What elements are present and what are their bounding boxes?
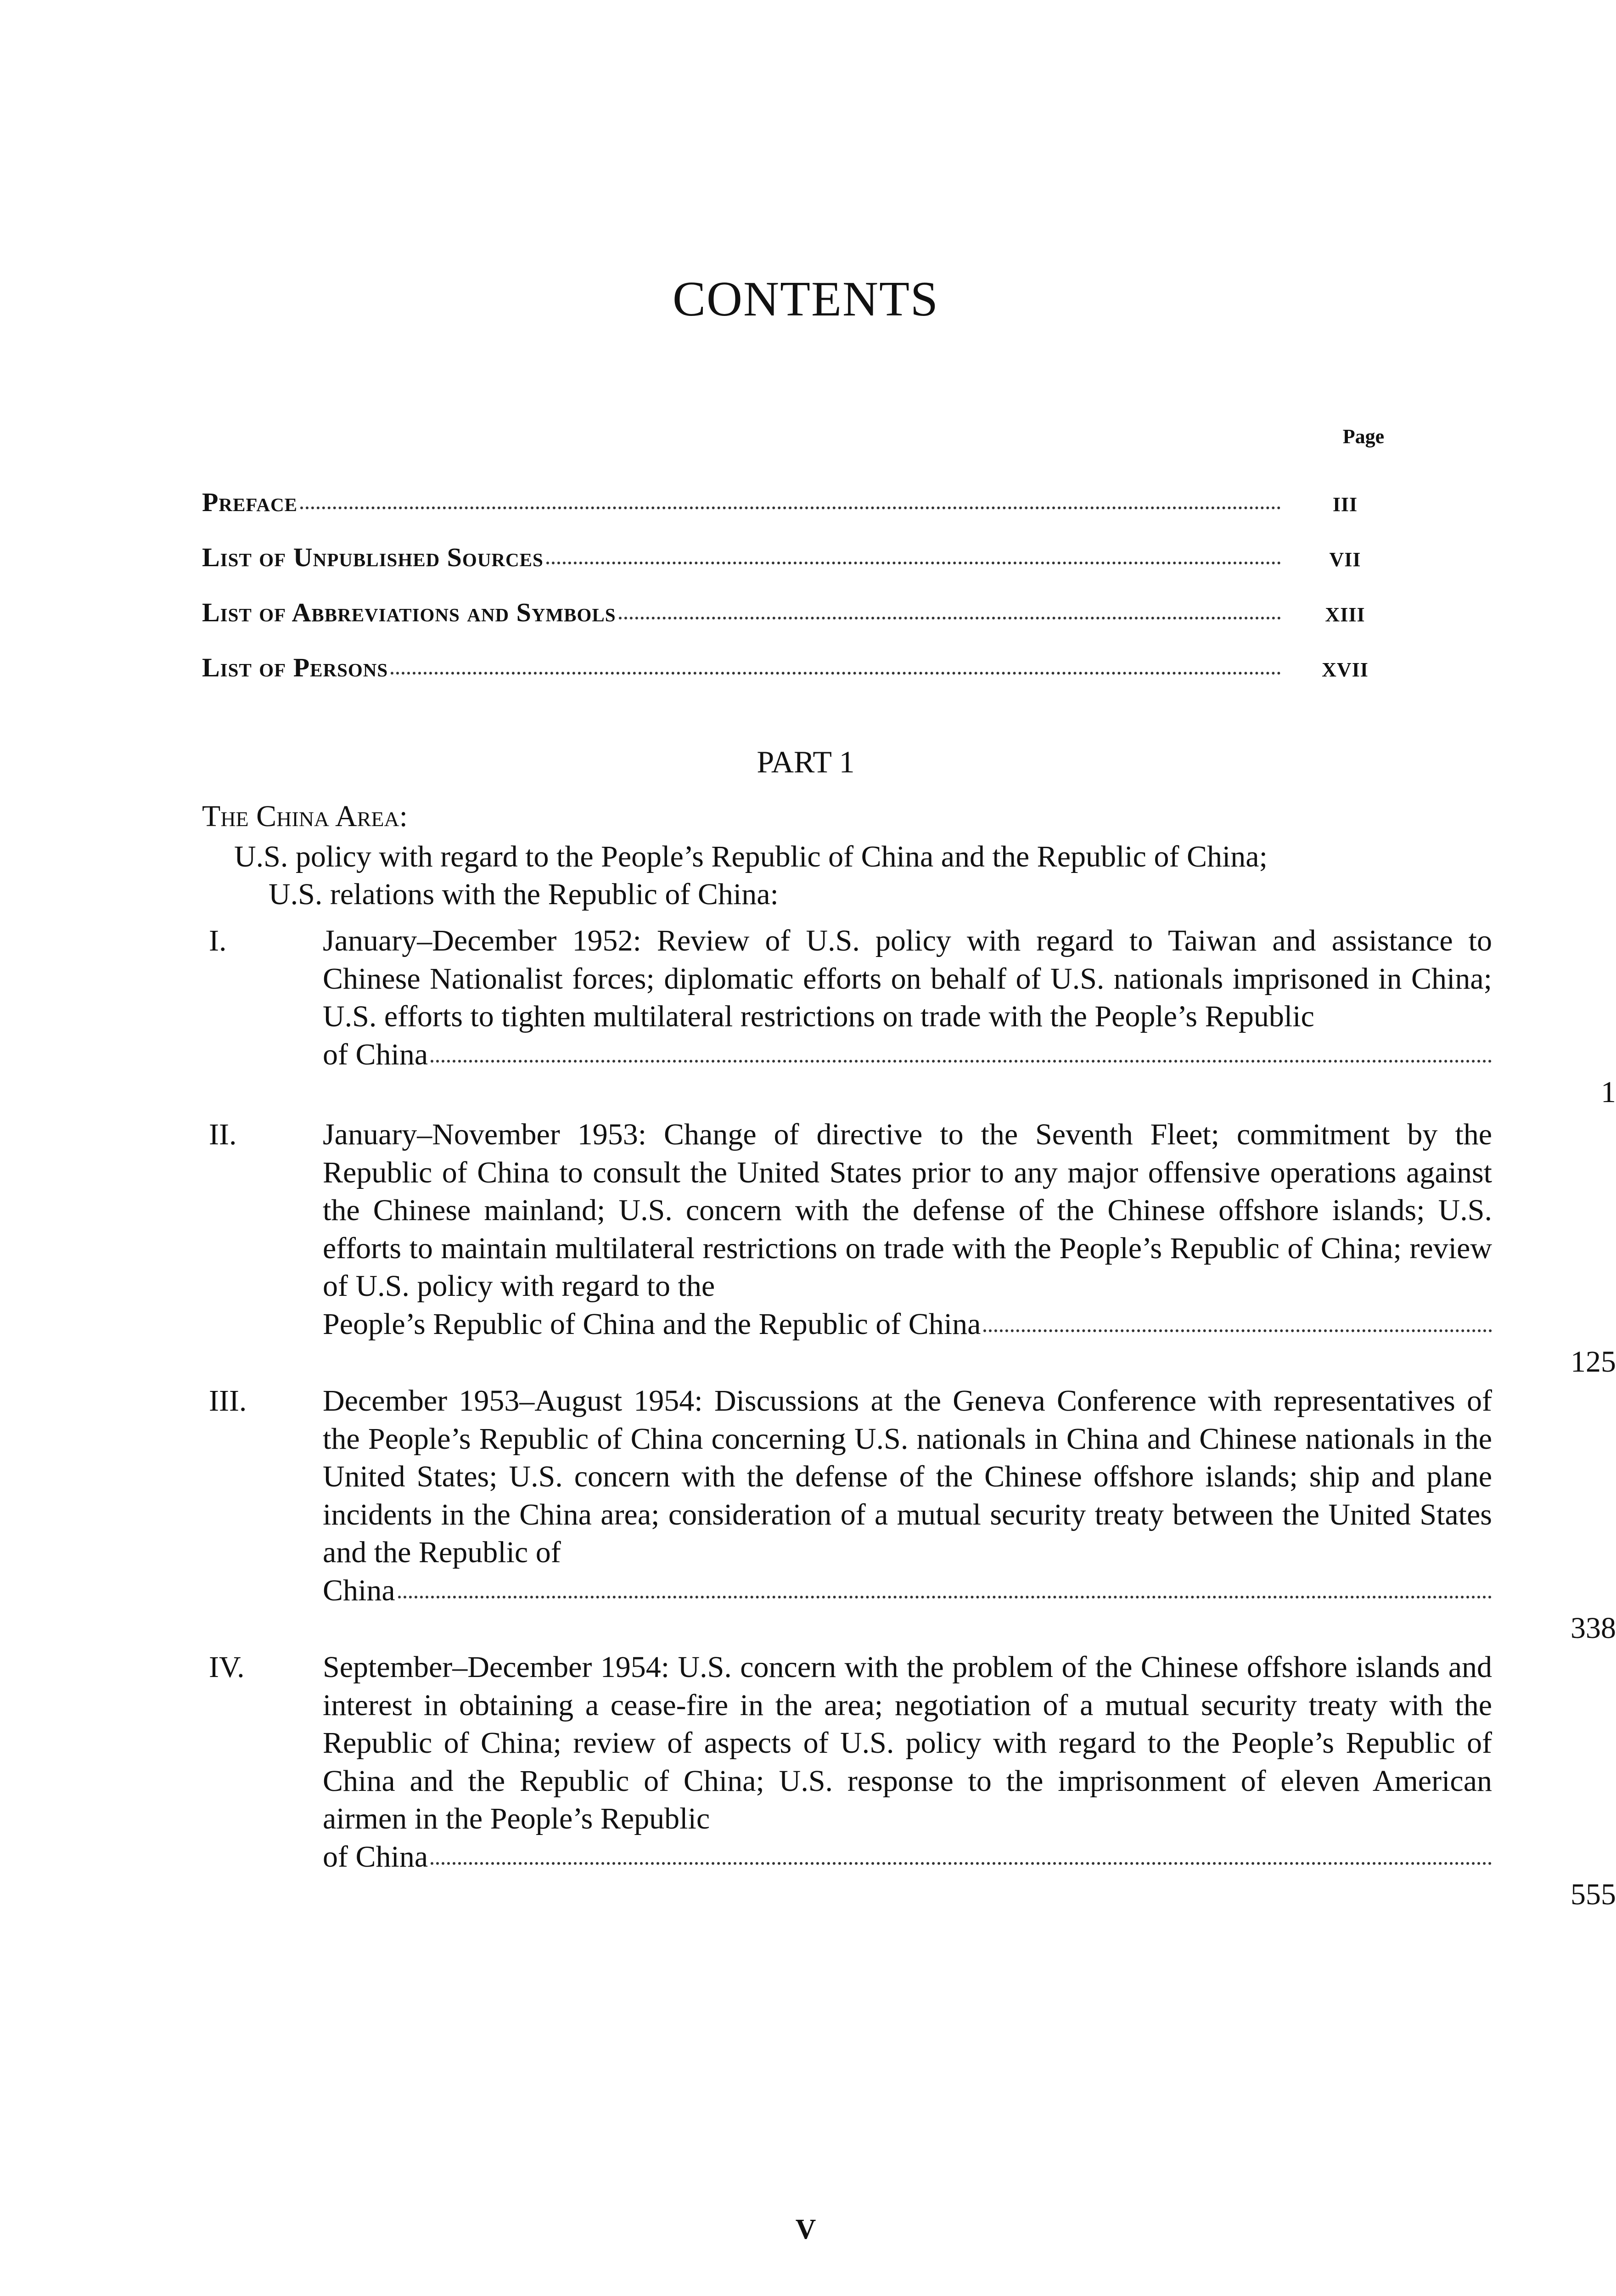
toc-entry-label: List of Abbreviations and Symbols: [202, 597, 616, 627]
chapter-last-line: [323, 1572, 1492, 1610]
toc-entry-unpublished-sources[interactable]: [202, 542, 1405, 579]
dot-leader: [431, 1060, 1492, 1063]
chapter-description: [323, 1116, 1492, 1343]
toc-entry-label: List of Persons: [202, 653, 388, 682]
chapter-description: [323, 1649, 1492, 1876]
toc-entry-page: XVII: [1322, 658, 1369, 681]
dot-leader: [398, 1596, 1492, 1598]
dot-leader: [983, 1329, 1492, 1332]
chapter-numeral: III.: [209, 1384, 247, 1418]
dot-leader: [300, 506, 1281, 509]
toc-entry-label: List of Unpublished Sources: [202, 542, 544, 572]
chapter-numeral: II.: [209, 1118, 237, 1151]
chapter-text: January–November 1953: Change of directive to the Seventh Fleet; commitment by the Republic of China to consult the United States prior to any major offensive operations against the Chinese mainland; U.S. concern with the defense of the Chinese offshore islands; U.S. efforts to maintain multilateral restrictions on trade with the People’s Republic of China; review of U.S. policy with regard to the: [323, 1118, 1492, 1303]
chapter-last-line: [323, 1036, 1492, 1074]
chapter-page: 338: [1571, 1611, 1616, 1645]
toc-entry-label: Preface: [202, 487, 297, 517]
toc-entry-page: XIII: [1325, 603, 1365, 626]
page-column-label: Page: [1342, 425, 1385, 448]
chapter-last-line-text: of China: [323, 1037, 428, 1071]
chapter-text: September–December 1954: U.S. concern with the problem of the Chinese offshore islands and interest in obtaining a cease-fire in the area; negotiation of a mutual security treaty with the Republic of China; review of aspects of U.S. policy with regard to the People’s Republic of China and the Republic of China; U.S. response to the imprisonment of eleven American airmen in the People’s Republic: [323, 1650, 1492, 1835]
toc-entry-page: III: [1332, 493, 1358, 516]
chapter-page: 125: [1571, 1345, 1616, 1379]
dot-leader: [546, 562, 1281, 564]
chapter-numeral: I.: [209, 924, 227, 957]
chapter-description: [323, 922, 1492, 1074]
chapter-last-line-text: People’s Republic of China and the Republic of China: [323, 1307, 981, 1341]
chapter-text: December 1953–August 1954: Discussions at the Geneva Conference with representatives of the People’s Republic of China concerning U.S. nationals in China and Chinese nationals in the United States; U.S. concern with the defense of the Chinese offshore islands; ship and plane incidents in the China area; consideration of a mutual security treaty between the United States and the Republic of: [323, 1384, 1492, 1569]
chapter-last-line-text: of China: [323, 1840, 428, 1874]
page-title: CONTENTS: [673, 272, 939, 326]
toc-entry-page: VII: [1329, 548, 1361, 571]
chapter-last-line-text: China: [323, 1573, 395, 1607]
chapter-last-line: [323, 1838, 1492, 1876]
chapter-page: 1: [1601, 1075, 1616, 1109]
toc-entry-persons[interactable]: [202, 652, 1405, 689]
part-intro: U.S. policy with regard to the People’s Republic of China and the Republic of China; U.S. relations with the Republic of China:: [234, 840, 1268, 911]
dot-leader: [431, 1862, 1492, 1865]
part-heading: PART 1: [757, 744, 855, 779]
area-heading: The China Area:: [202, 799, 408, 833]
dot-leader: [619, 617, 1281, 619]
chapter-text: January–December 1952: Review of U.S. policy with regard to Taiwan and assistance to Chinese Nationalist forces; diplomatic efforts on behalf of U.S. nationals imprisoned in China; U.S. efforts to tighten multilateral restrictions on trade with the People’s Republic: [323, 924, 1492, 1033]
chapter-page: 555: [1571, 1878, 1616, 1911]
toc-entry-abbreviations[interactable]: [202, 597, 1405, 634]
page-folio: V: [795, 2214, 816, 2245]
toc-entry-preface[interactable]: [202, 487, 1405, 523]
chapter-description: [323, 1382, 1492, 1609]
chapter-last-line: [323, 1306, 1492, 1344]
chapter-numeral: IV.: [209, 1650, 245, 1684]
dot-leader: [391, 672, 1281, 675]
